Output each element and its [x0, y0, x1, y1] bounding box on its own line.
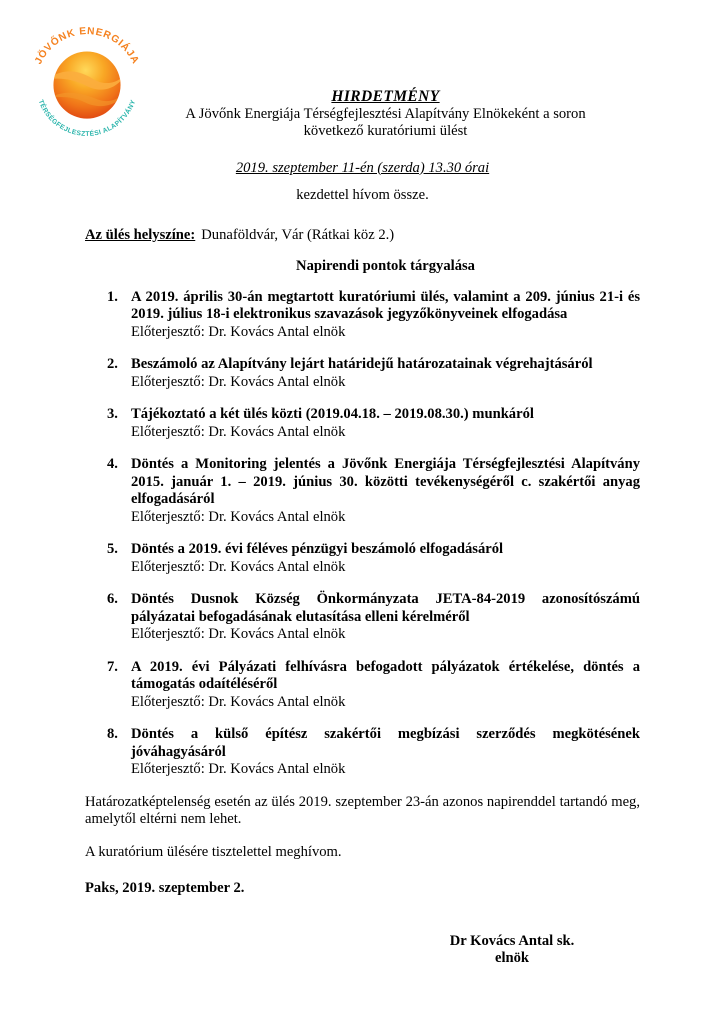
agenda-item-body [131, 541, 640, 576]
agenda-item-presenter: Előterjesztő: Dr. Kovács Antal elnök [131, 508, 346, 525]
agenda-heading: Napirendi pontok tárgyalása [296, 258, 475, 274]
agenda-item-title: Döntés Dusnok Község Önkormányzata JETA-84-2019 azonosítószámú pályázatai befogadásának elutasítása elleni kérelméről [131, 591, 640, 625]
agenda-item-presenter: Előterjesztő: Dr. Kovács Antal elnök [131, 423, 346, 440]
place-date-line: Paks, 2019. szeptember 2. [85, 880, 245, 896]
agenda-item-number: 3. [107, 406, 118, 422]
agenda-item-title: A 2019. április 30-án megtartott kuratóriumi ülés, valamint a 209. június 21-i és 2019. július 18-i elektronikus szavazások jegyzőkönyveinek elfogadása [131, 288, 640, 322]
meeting-location-line [85, 227, 640, 245]
agenda-list [85, 289, 640, 779]
agenda-item-title: A 2019. évi Pályázati felhívásra befogadott pályázatok értékelése, döntés a támogatás odaítéléséről [131, 658, 640, 692]
agenda-item-title: Döntés a 2019. évi féléves pénzügyi beszámoló elfogadásáról [131, 541, 504, 557]
agenda-item-title: Döntés a Monitoring jelentés a Jövőnk Energiája Térségfejlesztési Alapítvány 2015. január 1. – 2019. június 30. közötti tevékenységéről c. szakértői anyag elfogadásáról [131, 456, 640, 507]
agenda-item-number: 6. [107, 591, 118, 607]
agenda-item [85, 591, 640, 644]
logo-arc-bottom-text: TÉRSÉGFEJLESZTÉSI ALAPÍTVÁNY [36, 98, 138, 138]
agenda-item-body [131, 726, 640, 779]
agenda-item-number: 4. [107, 456, 118, 472]
location-value: Dunaföldvár, Vár (Rátkai köz 2.) [201, 226, 395, 243]
intro-line-1: A Jövőnk Energiája Térségfejlesztési Alapítvány Elnökeként a soron [185, 105, 586, 122]
agenda-item-body [131, 406, 640, 441]
meeting-datetime-line [85, 160, 640, 178]
agenda-item-body [131, 659, 640, 712]
agenda-item [85, 659, 640, 712]
agenda-item-body [131, 356, 640, 391]
agenda-item-number: 1. [107, 288, 118, 305]
header-block [85, 88, 640, 141]
agenda-item [85, 406, 640, 441]
signature-name: Dr Kovács Antal sk. [449, 932, 575, 949]
agenda-item-body [131, 456, 640, 526]
foundation-logo [26, 21, 148, 143]
agenda-item-presenter: Előterjesztő: Dr. Kovács Antal elnök [131, 323, 346, 340]
agenda-item-number: 2. [107, 356, 118, 372]
agenda-item-presenter: Előterjesztő: Dr. Kovács Antal elnök [131, 626, 346, 642]
signature-block [407, 933, 617, 968]
sun-logo-icon [26, 21, 148, 143]
agenda-item [85, 289, 640, 342]
agenda-item [85, 726, 640, 779]
agenda-item-body [131, 289, 640, 342]
intro-line-2: következő kuratóriumi ülést [303, 123, 468, 139]
meeting-datetime: 2019. szeptember 11-én (szerda) 13.30 órai [235, 159, 490, 176]
agenda-item-number: 8. [107, 726, 118, 742]
agenda-item [85, 541, 640, 576]
agenda-item [85, 356, 640, 391]
agenda-item-number: 5. [107, 541, 118, 557]
agenda-item-presenter: Előterjesztő: Dr. Kovács Antal elnök [131, 761, 346, 777]
agenda-item-body [131, 591, 640, 644]
agenda-item-title: Döntés a külső építész szakértői megbízási szerződés megkötésének jóváhagyásáról [131, 726, 640, 760]
document-title: HIRDETMÉNY [331, 88, 440, 105]
signature-role: elnök [494, 950, 530, 966]
datetime-suffix: kezdettel hívom össze. [296, 187, 429, 203]
logo-arc-top-text: JÖVŐNK ENERGIÁJA [33, 26, 141, 67]
agenda-item-title: Tájékoztató a két ülés közti (2019.04.18. – 2019.08.30.) munkáról [131, 406, 534, 422]
location-label: Az ülés helyszíne: [85, 226, 196, 243]
invitation-line: A kuratórium ülésére tisztelettel meghívom. [85, 843, 342, 860]
quorum-note: Határozatképtelenség esetén az ülés 2019. szeptember 23-án azonos napirenddel tartandó meg, amelytől eltérni nem lehet. [85, 793, 640, 827]
agenda-item-presenter: Előterjesztő: Dr. Kovács Antal elnök [131, 373, 346, 390]
agenda-item [85, 456, 640, 526]
agenda-item-number: 7. [107, 658, 118, 675]
agenda-item-title: Beszámoló az Alapítvány lejárt határidejű határozatainak végrehajtásáról [131, 356, 593, 372]
agenda-item-presenter: Előterjesztő: Dr. Kovács Antal elnök [131, 558, 346, 575]
agenda-item-presenter: Előterjesztő: Dr. Kovács Antal elnök [131, 693, 346, 710]
